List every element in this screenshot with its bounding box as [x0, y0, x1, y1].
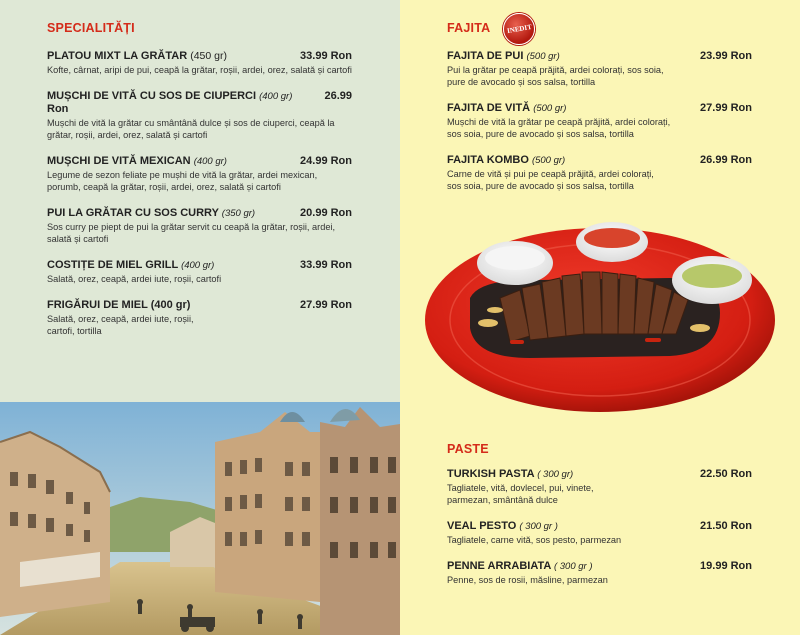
- menu-item: [447, 50, 752, 88]
- item-name: FAJITA DE PUI: [447, 50, 524, 62]
- item-price-unit: Ron: [47, 103, 69, 115]
- item-price: 33.99 Ron: [300, 50, 352, 62]
- item-weight: (500 gr): [533, 103, 567, 114]
- fajita-title: FAJITA: [447, 21, 491, 35]
- item-name: TURKISH PASTA: [447, 468, 535, 480]
- menu-item: [47, 90, 352, 141]
- item-price: 27.99 Ron: [300, 299, 352, 311]
- inedit-badge: [503, 13, 535, 45]
- item-description: Salată, orez, ceapă, ardei iute, roșii, cartofi: [47, 274, 222, 284]
- item-description: Penne, sos de rosii, măsline, parmezan: [447, 575, 608, 585]
- item-description: Kofte, cârnat, aripi de pui, ceapă la grătar, roșii, ardei, orez, salată și cartofi: [47, 65, 352, 75]
- item-price: 26.99 Ron: [700, 154, 752, 166]
- item-price: 22.50 Ron: [700, 468, 752, 480]
- item-price: 27.99 Ron: [700, 102, 752, 114]
- item-name: MUȘCHI DE VITĂ CU SOS DE CIUPERCI: [47, 90, 257, 102]
- menu-item: [447, 560, 752, 586]
- item-description: Mușchi de vită la grătar pe ceapă prăjită, ardei colorați, sos soia, pure de avocado și sos salsa, tortilla: [447, 117, 671, 139]
- item-weight: ( 300 gr ): [519, 521, 558, 532]
- item-weight: ( 300 gr ): [553, 561, 593, 572]
- item-price: 26.99: [324, 90, 352, 102]
- item-description: Carne de vită și pui pe ceapă prăjită, ardei colorați, sos soia, pure de avocado și sos salsa, tortilla: [447, 169, 654, 191]
- item-name: FRIGĂRUI DE MIEL (400 gr): [47, 299, 191, 311]
- item-description: Tagliatele, vită, dovlecel, pui, vinete, parmezan, smântână dulce: [447, 483, 594, 505]
- badge-label: INEDIT: [506, 22, 532, 36]
- menu-item: [47, 259, 352, 285]
- item-description: Pui la grătar pe ceapă prăjită, ardei colorați, sos soia, pure de avocado și sos salsa, tortilla: [447, 65, 664, 87]
- item-description: Salată, orez, ceapă, ardei iute, roșii, cartofi, tortilla: [47, 314, 194, 336]
- menu-item: [447, 154, 752, 192]
- item-price: 20.99 Ron: [300, 207, 352, 219]
- item-weight: (450 gr): [190, 50, 227, 62]
- item-name: PLATOU MIXT LA GRĂTAR: [47, 50, 188, 62]
- menu-item: [447, 102, 752, 140]
- item-name: FAJITA DE VITĂ: [447, 102, 531, 114]
- vintage-street-photo: [0, 402, 400, 635]
- menu-item: [47, 50, 352, 76]
- menu-item: [447, 468, 752, 506]
- item-price: 33.99 Ron: [300, 259, 352, 271]
- menu-item: [447, 520, 752, 546]
- item-weight: (500 gr): [526, 51, 560, 62]
- item-price: 19.99 Ron: [700, 560, 752, 572]
- item-name: COSTIȚE DE MIEL GRILL: [47, 259, 178, 271]
- menu-item: [47, 155, 352, 193]
- item-weight: (400 gr): [259, 91, 293, 102]
- item-price: 24.99 Ron: [300, 155, 352, 167]
- item-name: FAJITA KOMBO: [447, 154, 529, 166]
- paste-title: PASTE: [447, 442, 489, 456]
- menu-item: [47, 207, 352, 245]
- item-name: VEAL PESTO: [447, 520, 517, 532]
- item-name: MUȘCHI DE VITĂ MEXICAN: [47, 155, 191, 167]
- item-weight: (500 gr): [531, 155, 566, 166]
- item-description: Sos curry pe piept de pui la grătar servit cu ceapă la grătar, roșii, ardei, salată și cartofi: [47, 222, 336, 244]
- item-weight: (400 gr): [193, 156, 227, 167]
- item-name: PENNE ARRABIATA: [447, 560, 551, 572]
- item-description: Tagliatele, carne vită, sos pesto, parmezan: [447, 535, 622, 545]
- specialitati-title: SPECIALITĂȚI: [47, 21, 135, 35]
- item-weight: (350 gr): [221, 208, 256, 219]
- item-description: Mușchi de vită la grătar cu smântână dulce și sos de ciuperci, ceapă la grătar, roșii, ardei, orez, salată și cartofi: [47, 118, 335, 140]
- item-price: 23.99 Ron: [700, 50, 752, 62]
- item-weight: ( 300 gr): [537, 469, 574, 480]
- item-description: Legume de sezon feliate pe mușhi de vită la grătar, ardei mexican, porumb, ceapă la grătar, roșii, ardei, orez, salată și cartofi: [47, 170, 318, 192]
- menu-item: [47, 299, 352, 337]
- fajita-plate-photo: [420, 218, 780, 418]
- item-name: PUI LA GRĂTAR CU SOS CURRY: [47, 207, 219, 219]
- item-price: 21.50 Ron: [700, 520, 752, 532]
- item-weight: (400 gr): [181, 260, 215, 271]
